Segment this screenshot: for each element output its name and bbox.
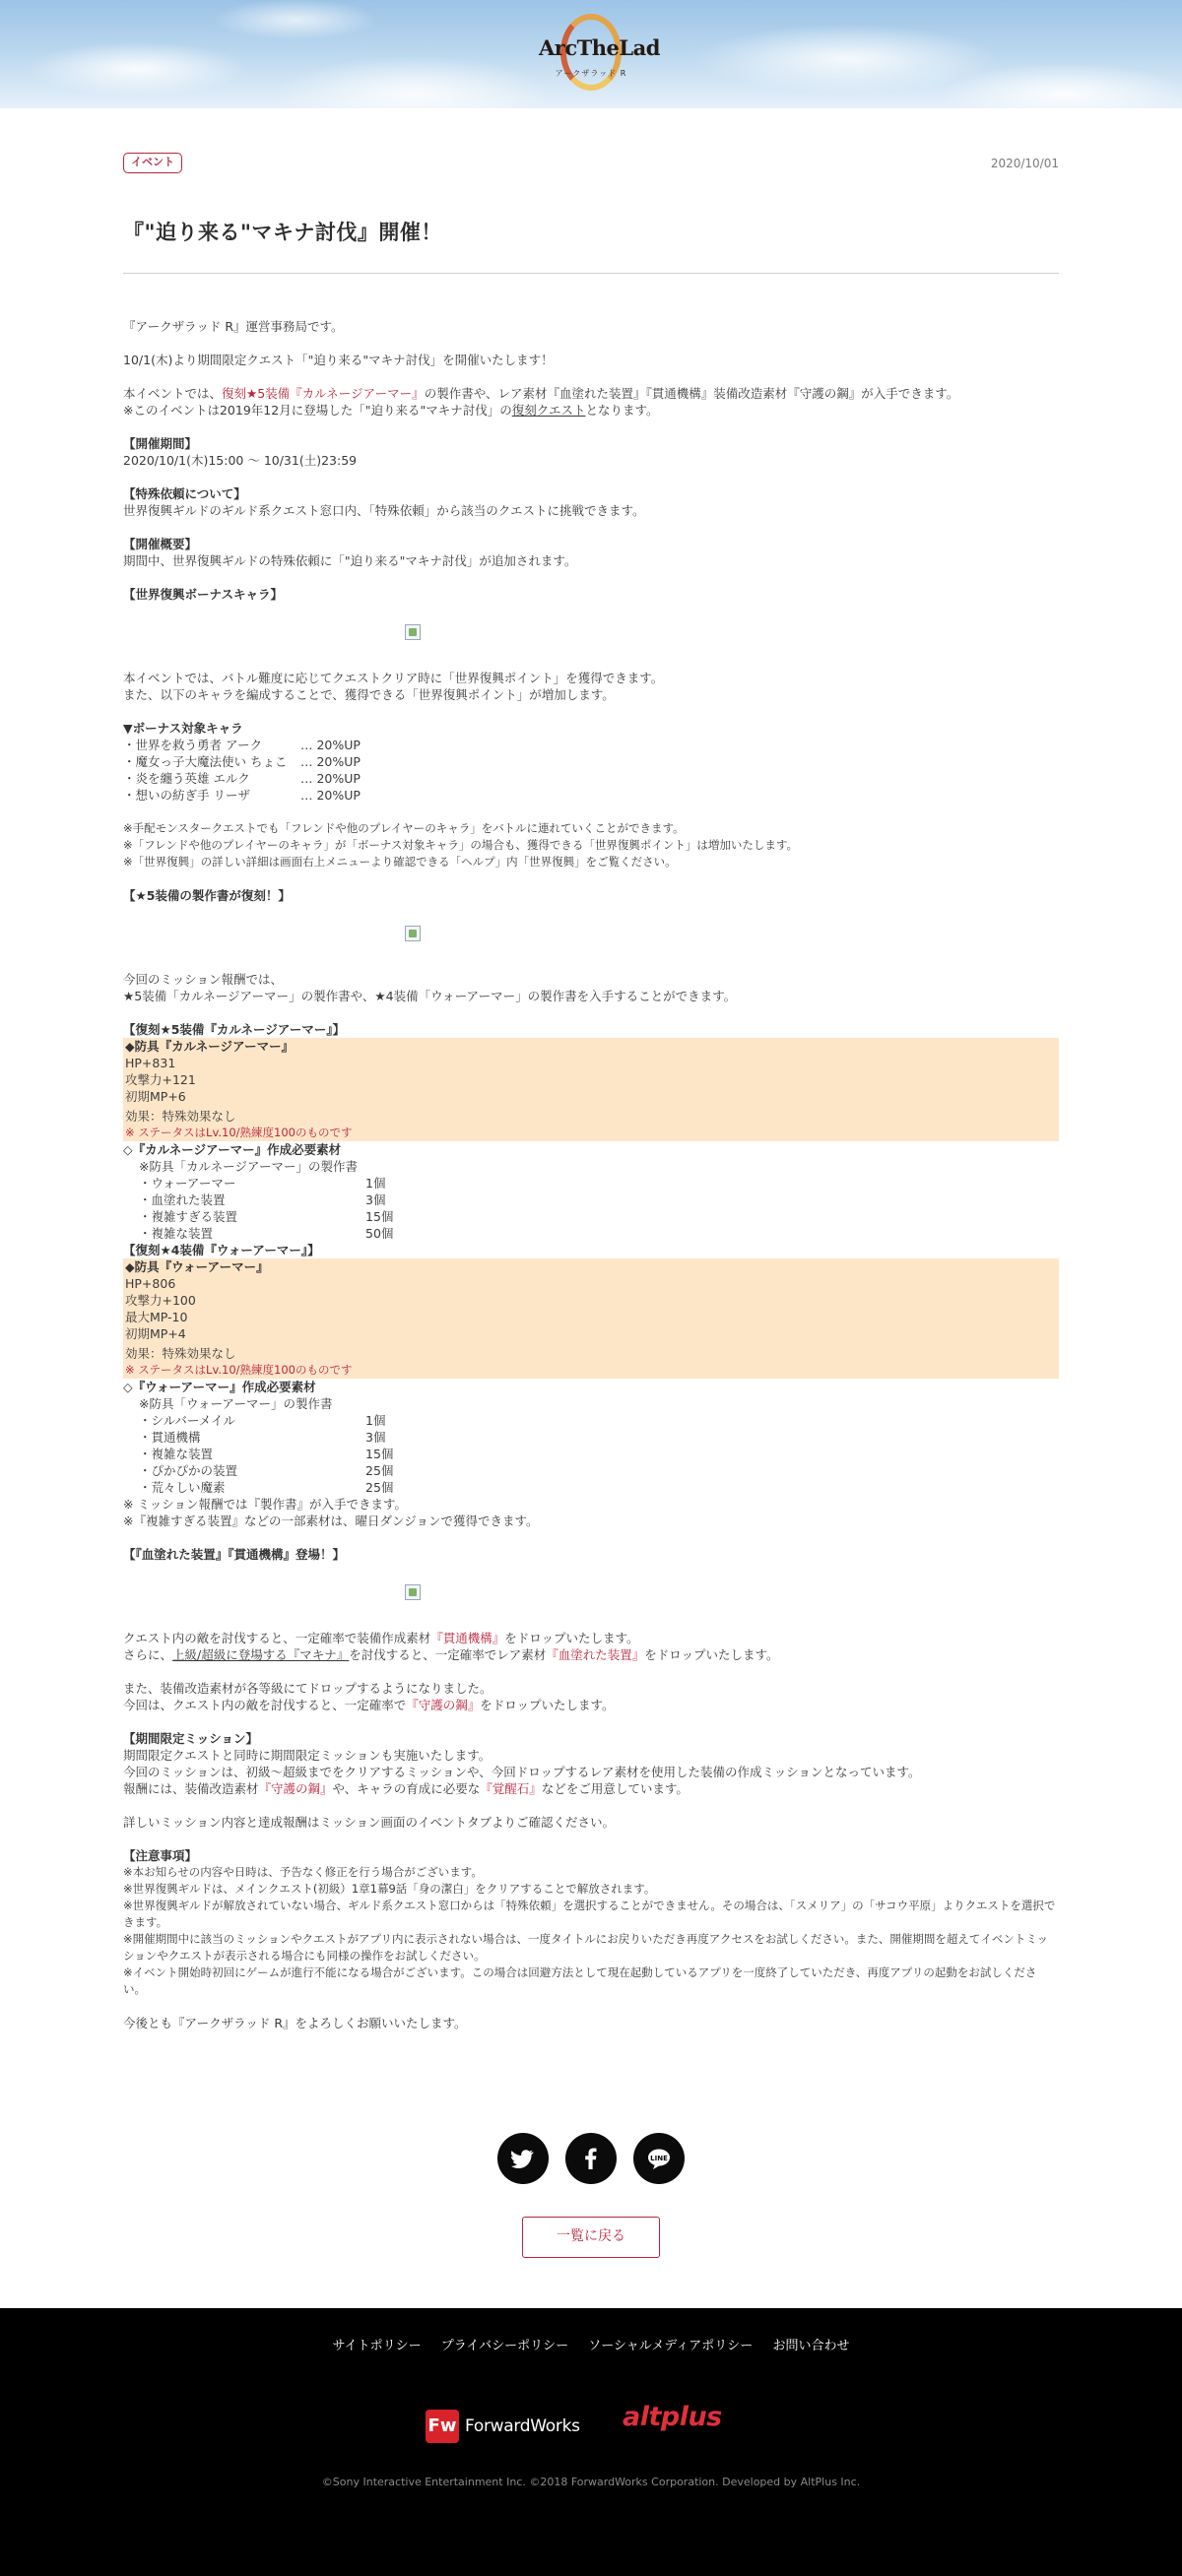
drop-text-4: 今回は、クエスト内の敵を討伐すると、一定確率で『守護の鋼』をドロップいたします。 xyxy=(123,1698,615,1712)
bonus-heading: 【世界復興ボーナスキャラ】 xyxy=(123,587,284,602)
bonus-note-2: ※「フレンドや他のプレイヤーのキャラ」が「ボーナス対象キャラ」の場合も、獲得できる「世界復興ポイント」は増加いたします。 xyxy=(123,838,798,852)
bonus-note-3: ※「世界復興」の詳しい詳細は画面右上メニューより確認できる「ヘルプ」内「世界復興」をご覧ください。 xyxy=(123,855,677,869)
stat-line: 初期MP+6 xyxy=(125,1089,186,1104)
footer-link-contact[interactable]: お問い合わせ xyxy=(772,2339,850,2353)
bonus-list-heading: ▼ボーナス対象キャラ xyxy=(123,721,243,736)
forwardworks-logo[interactable]: Fw ForwardWorks xyxy=(426,2410,580,2443)
makina-link[interactable]: 上級/超級に登場する『マキナ』 xyxy=(172,1647,350,1662)
footer-link-social-media-policy[interactable]: ソーシャルメディアポリシー xyxy=(588,2339,754,2353)
closing-text: 今後とも『アークザラッド R』をよろしくお願いいたします。 xyxy=(123,2016,467,2030)
stat-line: 攻撃力+121 xyxy=(125,1072,196,1087)
bonus-image xyxy=(123,619,1059,670)
carnage-box-title: ◆防具『カルネージアーマー』 xyxy=(125,1039,295,1054)
rerun-quest-link[interactable]: 復刻クエスト xyxy=(511,403,586,418)
page-title: 『"迫り来る"マキナ討伐』開催！ xyxy=(123,221,442,244)
mission-text-1: 期間限定クエストと同時に期間限定ミッションも実施いたします。 xyxy=(123,1748,492,1763)
period-heading: 【開催期間】 xyxy=(123,436,198,451)
share-buttons xyxy=(0,2133,1182,2184)
stat-line: 攻撃力+100 xyxy=(125,1293,196,1308)
material-row: ・ウォーアーマー 1個 xyxy=(139,1176,386,1191)
special-text: 世界復興ギルドのギルド系クエスト窓口内、「特殊依頼」から該当のクエストに挑戦できます。 xyxy=(123,503,645,518)
line-share-button[interactable] xyxy=(633,2133,685,2184)
twitter-share-button[interactable] xyxy=(497,2133,549,2184)
list-item: ・想いの紡ぎ手 リーザ … 20%UP xyxy=(123,788,361,803)
war-materials-sub: ※防具「ウォーアーマー」の製作書 xyxy=(139,1396,333,1411)
logo-title: ArcTheLad xyxy=(539,35,660,60)
stat-effect: 効果：特殊効果なし xyxy=(125,1109,236,1124)
game-logo[interactable] xyxy=(539,14,660,93)
recipe-text-2: ★5装備「カルネージアーマー」の製作書や、★4装備「ウォーアーマー」の製作書を入手することができます。 xyxy=(123,989,737,1003)
recipe-image xyxy=(123,921,1059,971)
broken-image-icon xyxy=(405,1584,421,1600)
footer-links xyxy=(0,2338,1182,2354)
site-footer xyxy=(0,2308,1182,2576)
recipe-text-1: 今回のミッション報酬では、 xyxy=(123,972,284,987)
altplus-logo[interactable]: altplus xyxy=(623,2402,722,2432)
mission-text-3: 報酬には、装備改造素材『守護の鋼』や、キャラの育成に必要な『覚醒石』などをご用意しています。 xyxy=(123,1781,689,1796)
caution-item: ※世界復興ギルドは、メインクエスト(初級）1章1幕9話「身の潔白」をクリアすることで解放されます。 xyxy=(123,1882,656,1896)
carnage-stats-box xyxy=(123,1038,1059,1141)
svg-text:LINE: LINE xyxy=(650,2155,668,2162)
news-article-container xyxy=(123,108,1059,2308)
back-to-list-button[interactable]: 一覧に戻る xyxy=(522,2217,660,2258)
bonus-note-1: ※手配モンスタークエストでも「フレンドや他のプレイヤーのキャラ」をバトルに連れていくことができます。 xyxy=(123,821,685,835)
drop-text-1: クエスト内の敵を討伐すると、一定確率で装備作成素材『貫通機構』をドロップいたします。 xyxy=(123,1631,639,1645)
broken-image-icon xyxy=(405,624,421,640)
recipe-heading: 【★5装備の製作書が復刻！】 xyxy=(123,888,291,903)
footer-link-privacy-policy[interactable]: プライバシーポリシー xyxy=(440,2339,569,2353)
stat-line: 初期MP+4 xyxy=(125,1326,186,1341)
stat-line: HP+806 xyxy=(125,1276,176,1291)
material-row: ・複雑すぎる装置 15個 xyxy=(139,1209,394,1224)
event-announce: 10/1(木)より期間限定クエスト「"迫り来る"マキナ討伐」を開催いたします！ xyxy=(123,353,554,367)
event-rewards: 本イベントでは、復刻★5装備『カルネージアーマー』の製作書や、レア素材『血塗れた装置』『貫通機構』装備改造素材『守護の鋼』が入手できます。 xyxy=(123,386,959,401)
list-item: ・炎を纏う英雄 エルク … 20%UP xyxy=(123,771,361,786)
period-text: 2020/10/1(木)15:00 〜 10/31(土)23:59 xyxy=(123,453,358,468)
overview-heading: 【開催概要】 xyxy=(123,537,198,551)
line-icon xyxy=(633,2133,685,2184)
stat-note: ※ ステータスはLv.10/熟練度100のものです xyxy=(125,1363,353,1377)
war-materials-heading: ◇『ウォーアーマー』作成必要素材 xyxy=(123,1380,316,1394)
drop-heading: 【『血塗れた装置』『貫通機構』登場！】 xyxy=(123,1547,346,1562)
drop-text-2: さらに、上級/超級に登場する『マキナ』を討伐すると、一定確率でレア素材『血塗れた装置』をドロップいたします。 xyxy=(123,1647,779,1662)
mission-text-4: 詳しいミッション内容と達成報酬はミッション画面のイベントタブよりご確認ください。 xyxy=(123,1815,616,1830)
caution-item: ※開催期間中に該当のミッションやクエストがアプリ内に表示されない場合は、一度タイトルにお戻りいただき再度アクセスをお試しください。また、開催期間を超えてイベントミッションやクエストが表示される場合にも同様の操作をお試しください。 xyxy=(123,1932,1049,1963)
intro-text: 『アークザラッド R』運営事務局です。 xyxy=(123,319,344,334)
title-divider xyxy=(123,273,1059,274)
recipe-note-1: ※ ミッション報酬では『製作書』が入手できます。 xyxy=(123,1497,407,1512)
facebook-share-button[interactable] xyxy=(565,2133,617,2184)
forwardworks-mark-icon: Fw xyxy=(426,2410,459,2443)
copyright: ©Sony Interactive Entertainment Inc. ©2018 ForwardWorks Corporation. Developed by AltPlus Inc. xyxy=(321,2476,861,2488)
logo-subtitle: アークザラッド R xyxy=(555,69,627,78)
stat-line: 最大MP-10 xyxy=(125,1310,188,1324)
material-row: ・血塗れた装置 3個 xyxy=(139,1192,386,1207)
drop-text-3: また、装備改造素材が各等級にてドロップするようになりました。 xyxy=(123,1681,492,1696)
material-row: ・シルバーメイル 1個 xyxy=(139,1413,386,1428)
overview-text: 期間中、世界復興ギルドの特殊依頼に「"迫り来る"マキナ討伐」が追加されます。 xyxy=(123,553,577,568)
title-block xyxy=(123,219,1059,246)
material-row: ・荒々しい魔素 25個 xyxy=(139,1480,394,1495)
war-stats-box xyxy=(123,1258,1059,1379)
caution-item: ※世界復興ギルドが解放されていない場合、ギルド系クエスト窓口からは「特殊依頼」を選択することができません。その場合は、「スメリア」の「サコウ平原」よりクエストを選択できます。 xyxy=(123,1899,1056,1929)
stat-effect: 効果：特殊効果なし xyxy=(125,1346,236,1361)
facebook-icon xyxy=(565,2133,617,2184)
broken-image-icon xyxy=(405,926,421,941)
caution-item: ※イベント開始時初回にゲームが進行不能になる場合がございます。この場合は回避方法として現在起動しているアプリを一度終了していただき、再度アプリの起動をお試しください。 xyxy=(123,1965,1037,1996)
article-body xyxy=(123,318,1059,2031)
material-row: ・ぴかぴかの装置 25個 xyxy=(139,1463,394,1478)
material-row: ・複雑な装置 15個 xyxy=(139,1447,394,1461)
category-badge: イベント xyxy=(123,153,182,173)
stat-line: HP+831 xyxy=(125,1056,176,1070)
special-heading: 【特殊依頼について】 xyxy=(123,486,246,501)
caution-heading: 【注意事項】 xyxy=(123,1848,198,1863)
twitter-icon xyxy=(497,2133,549,2184)
bonus-text-1: 本イベントでは、バトル難度に応じてクエストクリア時に「世界復興ポイント」を獲得できます。 xyxy=(123,671,664,685)
carnage-materials-sub: ※防具「カルネージアーマー」の製作書 xyxy=(139,1159,358,1174)
recipe-note-2: ※『複雑すぎる装置』などの一部素材は、曜日ダンジョンで獲得できます。 xyxy=(123,1513,539,1528)
caution-item: ※本お知らせの内容や日時は、予告なく修正を行う場合がございます。 xyxy=(123,1865,483,1879)
header-banner xyxy=(0,0,1182,108)
mission-text-2: 今回のミッションは、初級～超級までをクリアするミッションや、今回ドロップするレア素材を使用した装備の作成ミッションとなっています。 xyxy=(123,1765,921,1779)
rerun-note: ※このイベントは2019年12月に登場した「"迫り来る"マキナ討伐」の復刻クエストとなります。 xyxy=(123,403,659,418)
footer-link-site-policy[interactable]: サイトポリシー xyxy=(332,2339,422,2353)
stat-note: ※ ステータスはLv.10/熟練度100のものです xyxy=(125,1126,353,1139)
drop-image xyxy=(123,1579,1059,1630)
war-heading: 【復刻★4装備『ウォーアーマー』】 xyxy=(123,1243,320,1257)
carnage-heading: 【復刻★5装備『カルネージアーマー』】 xyxy=(123,1022,346,1037)
material-row: ・複雑な装置 50個 xyxy=(139,1226,394,1241)
bonus-text-2: また、以下のキャラを編成することで、獲得できる「世界復興ポイント」が増加します。 xyxy=(123,687,615,702)
material-row: ・貫通機構 3個 xyxy=(139,1430,386,1445)
mission-heading: 【期間限定ミッション】 xyxy=(123,1731,259,1746)
war-box-title: ◆防具『ウォーアーマー』 xyxy=(125,1259,269,1274)
list-item: ・世界を救う勇者 アーク … 20%UP xyxy=(123,738,361,752)
post-date: 2020/10/01 xyxy=(990,157,1059,170)
carnage-materials-heading: ◇『カルネージアーマー』作成必要素材 xyxy=(123,1142,342,1157)
list-item: ・魔女っ子大魔法使い ちょこ … 20%UP xyxy=(123,754,361,769)
